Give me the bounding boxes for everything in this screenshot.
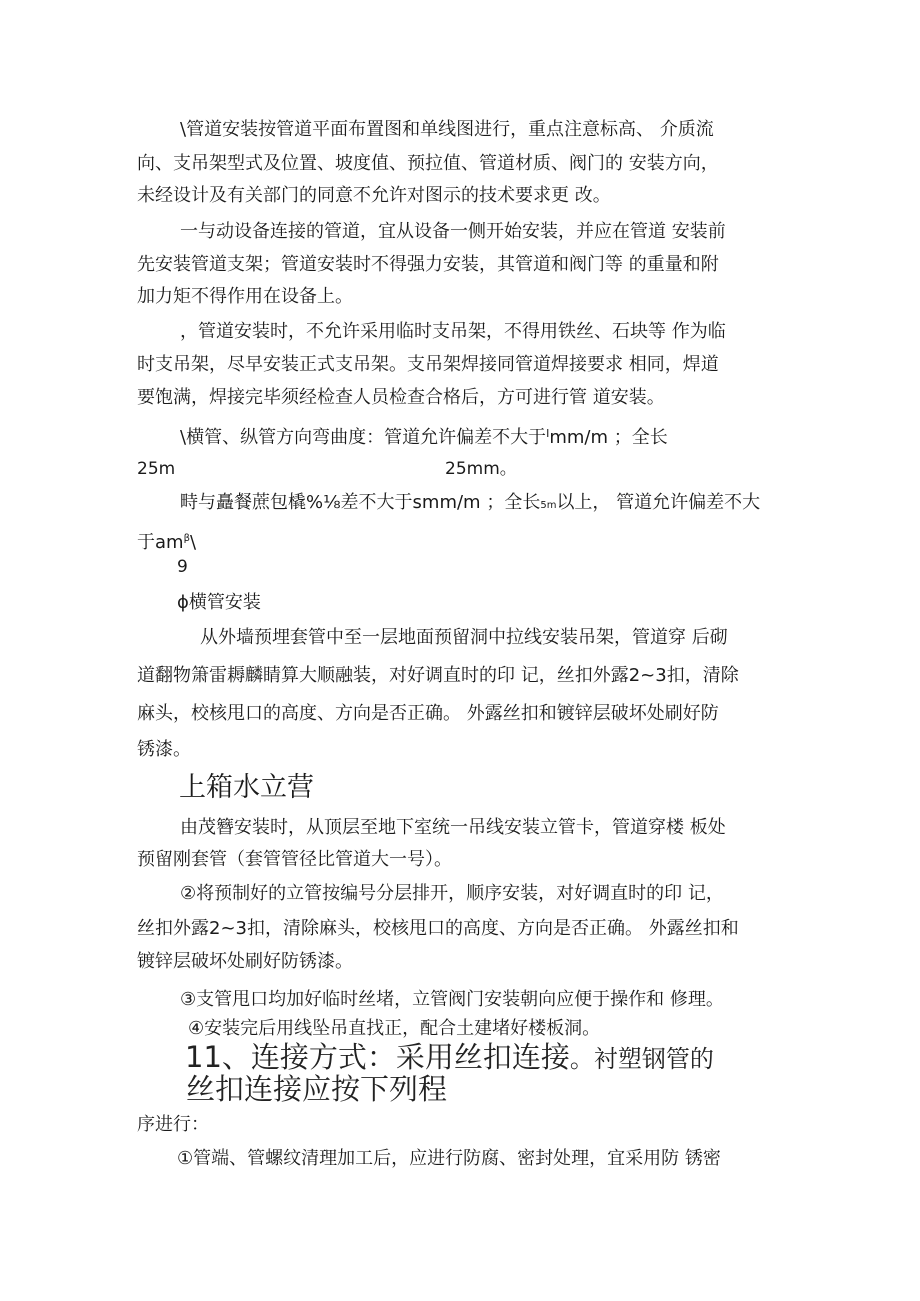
p4-text-c: mm/m ；全长 [549,427,668,448]
p5-line3: 9 [177,557,188,577]
p8-line1: 由茂簪安装时，从顶层至地下室统一吊线安装立管卡，管道穿楼 板处 [180,817,726,838]
p3-line3: 要饱满，焊接完毕须经检查人员检查合格后，方可进行管 道安装。 [137,387,665,408]
section-heading-riser: 上箱水立营 [179,772,314,803]
p1-line1: \管道安装按管道平面布置图和单线图进行，重点注意标高、 介质流 [180,119,714,140]
p4-text-b: I [546,427,550,440]
p4-line1 [180,422,668,450]
p4-text-a: \横管、纵管方向弯曲度：管道允许偏差不大于 [180,427,547,448]
p1-line3: 未经设计及有关部门的同意不允许对图示的技术要求更 改。 [137,185,611,206]
p12-line1: 序进行： [137,1114,209,1135]
p5-text-2c: \ [189,532,197,553]
p13-line1: ①管端、管螺纹清理加工后，应进行防腐、密封处理，宜采用防 锈密 [177,1148,721,1169]
p4-row-left: 25m [137,459,176,479]
p8-line2: 预留刚套管（套管管径比管道大一号）。 [137,849,452,870]
section-heading-connection-line1 [185,1040,714,1076]
p2-line3: 加力矩不得作用在设备上。 [137,286,353,307]
p5-text-a: 畤与矗餐蔗包橇%⅛差不大于smm/m ；全长 [180,492,541,513]
p5-text-sub: 5m [540,500,557,511]
p5-text-sup: β [183,533,190,544]
connection-heading-b: 。衬塑钢管的 [569,1045,714,1073]
p7-line1: 从外墙预埋套管中至一层地面预留洞中拉线安装吊架，管道穿 后砌 [200,627,728,648]
p5-line1 [180,491,760,518]
p7-line3: 麻头，校核甩口的高度、方向是否正确。 外露丝扣和镀锌层破坏处刷好防 [137,703,719,724]
p1-line2: 向、支吊架型式及位置、坡度值、预拉值、管道材质、阀门的 安装方向， [137,153,719,174]
p2-line2: 先安装管道支架；管道安装时不得强力安装，其管道和阀门等 的重量和附 [137,254,719,275]
p9-line1: ②将预制好的立管按编号分层排开，顺序安装，对好调直时的印 记， [180,883,724,904]
p3-line2: 时支吊架，尽早安装正式支吊架。支吊架焊接同管道焊接要求 相同，焊道 [137,354,719,375]
p10-line1: ③支管甩口均加好临时丝堵，立管阀门安装朝向应便于操作和 修理。 [180,989,724,1010]
p4-row-right: 25mm。 [445,459,517,479]
p2-line1: 一与动设备连接的管道，宜从设备一侧开始安装，并应在管道 安装前 [180,221,726,242]
section-heading-horizontal-pipe: ϕ横管安装 [177,592,261,613]
p9-line3: 镀锌层破坏处刷好防锈漆。 [137,951,353,972]
section-heading-connection-line2: 丝扣连接应按下列程 [186,1072,448,1106]
p11-line1: ④安装完后用线坠吊直找正，配合土建堵好楼板洞。 [188,1018,601,1039]
p9-line2: 丝扣外露2~3扣，清除麻头，校核甩口的高度、方向是否正确。 外露丝扣和 [137,918,739,939]
p7-line2: 道翻物箫雷耨麟睛算大顺融装，对好调直时的印 记，丝扣外露2~3扣，清除 [137,665,739,686]
p3-line1: ，管道安装时，不允许采用临时支吊架，不得用铁丝、石块等 作为临 [180,321,726,342]
p7-line4: 锈漆。 [137,739,191,760]
p5-text-2a: 于am [137,532,184,553]
connection-heading-a: 11、连接方式：采用丝扣连接 [185,1040,570,1074]
p5-text-c: 以上， 管道允许偏差不大 [556,492,761,513]
p5-line2 [137,527,196,555]
